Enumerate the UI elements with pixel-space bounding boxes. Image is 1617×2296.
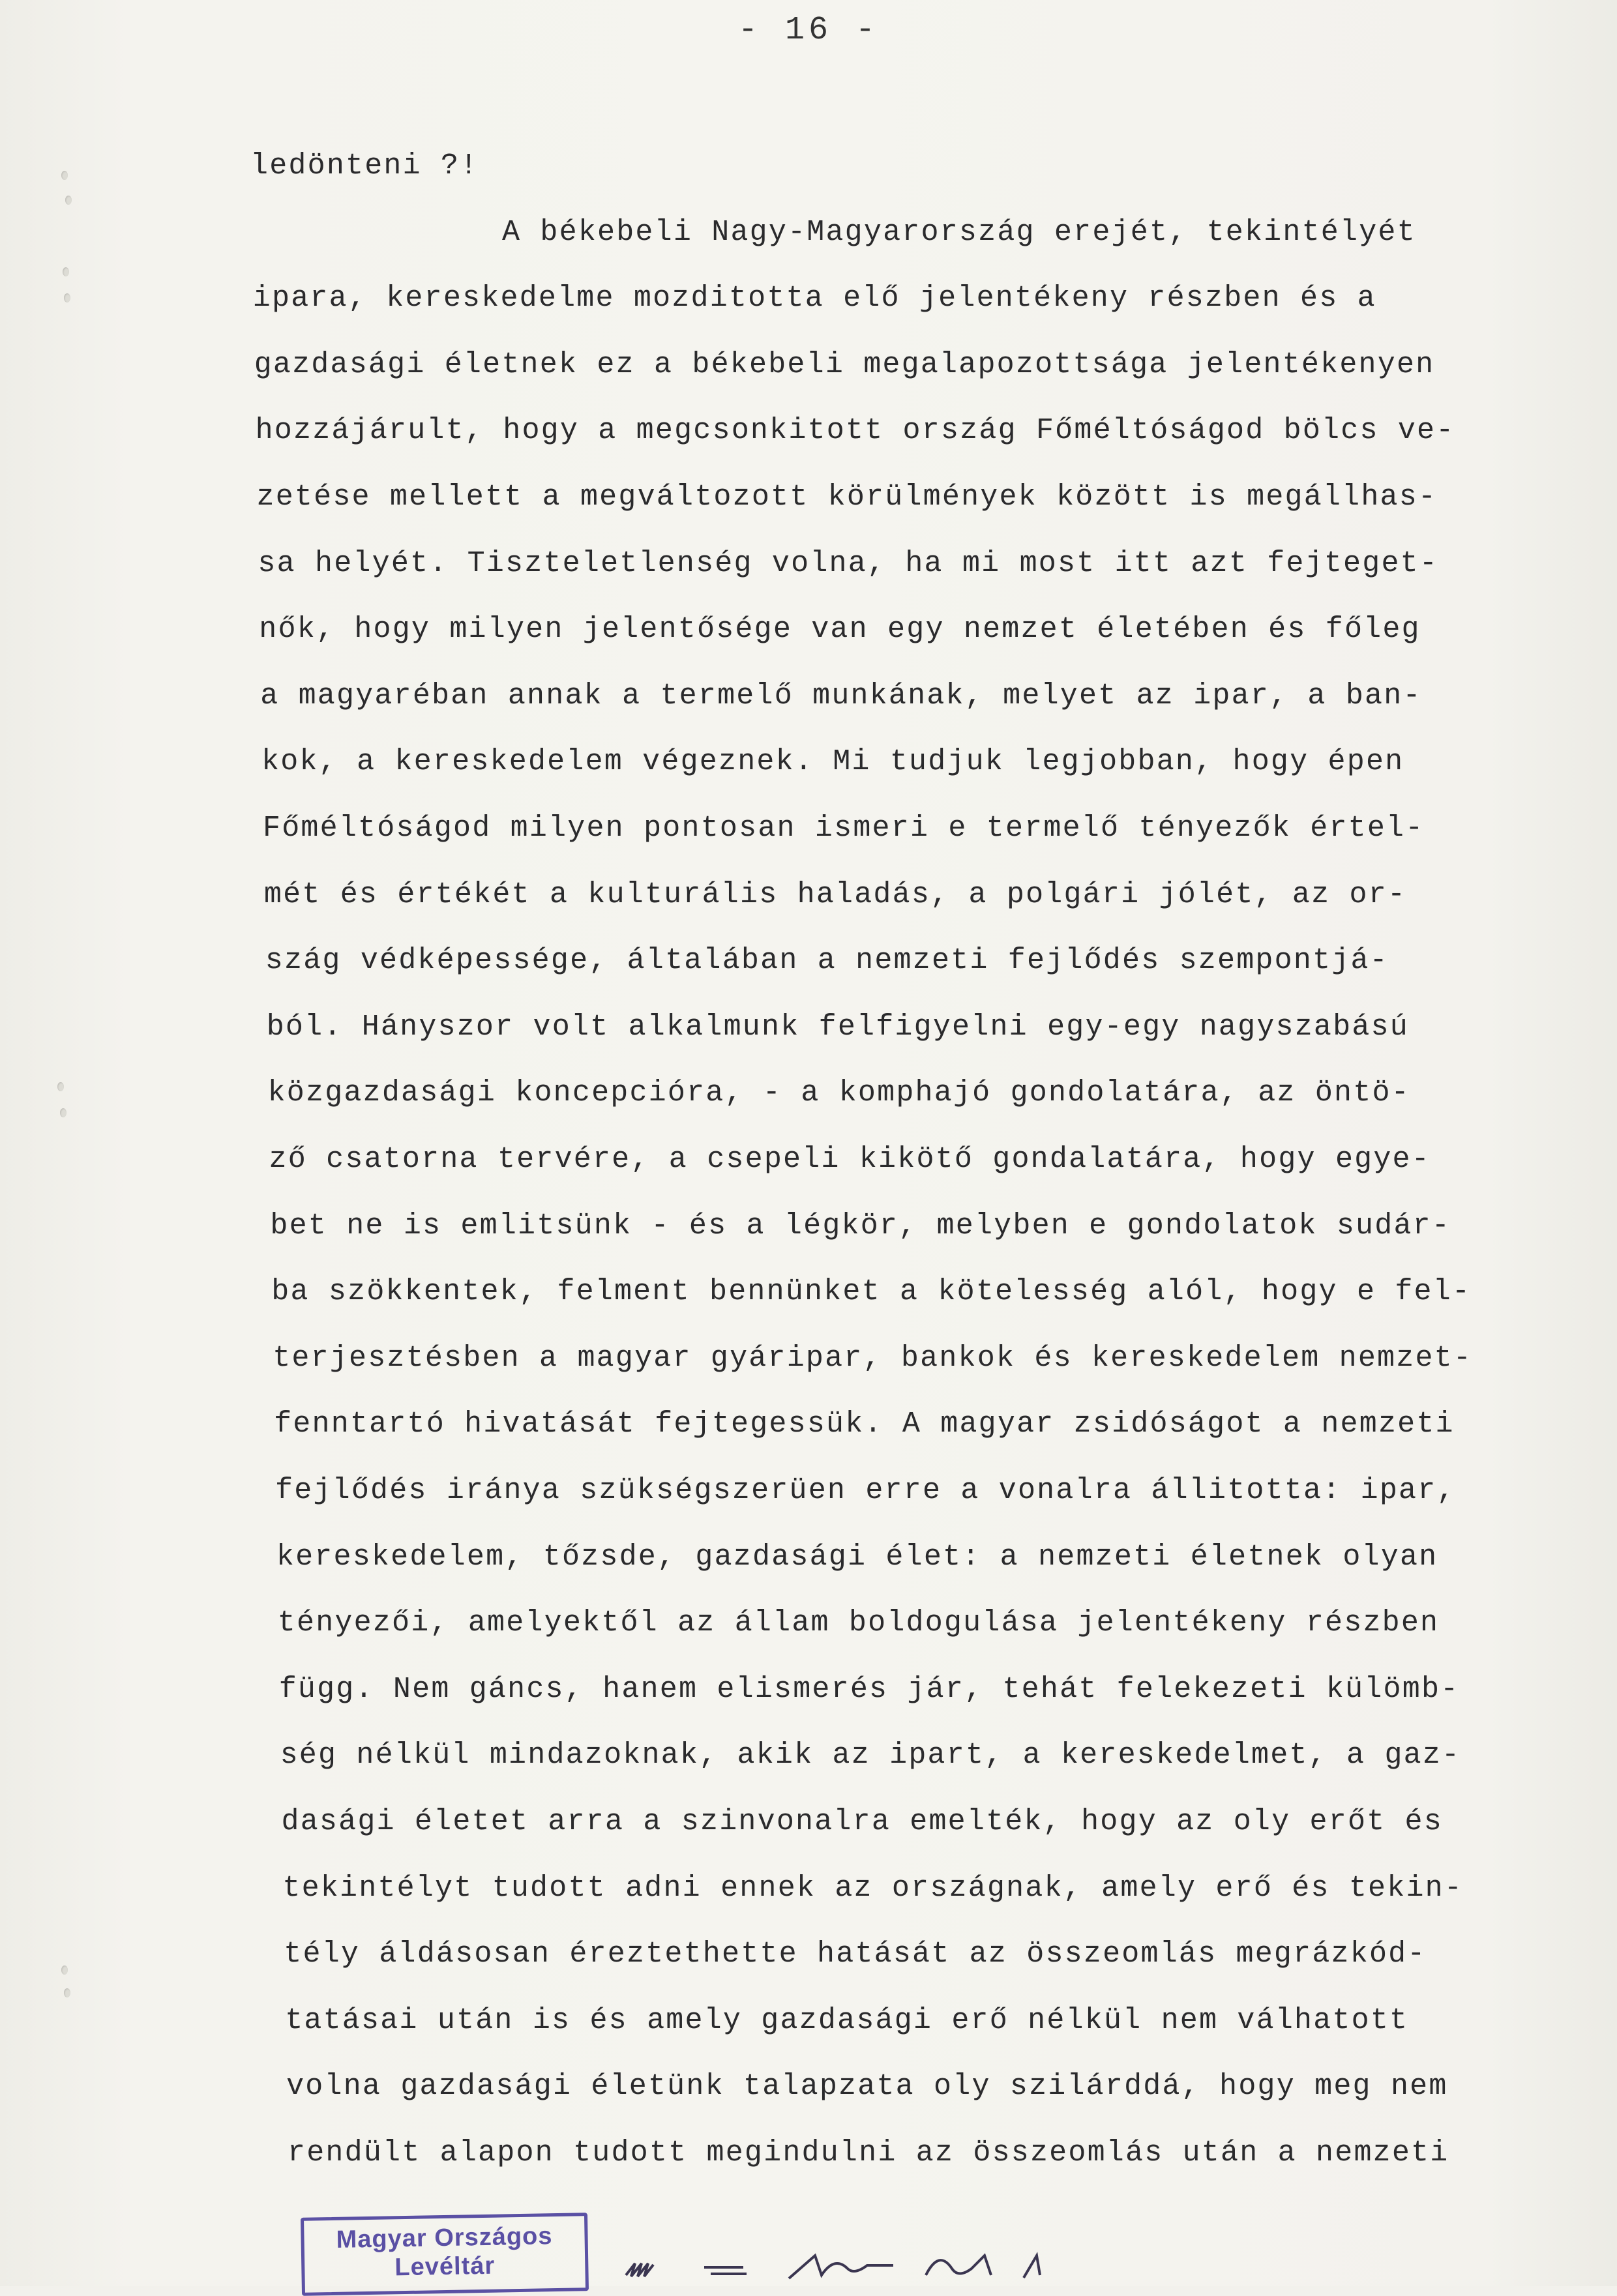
text-line: A békebeli Nagy-Magyarország erejét, tekintélyét xyxy=(502,215,1416,249)
binding-hole xyxy=(61,1965,68,1975)
text-line: tély áldásosan éreztethette hatását az összeomlás megrázkód- xyxy=(284,1937,1427,1971)
text-line: fenntartó hivatását fejtegessük. A magyar zsidóságot a nemzeti xyxy=(274,1407,1455,1441)
text-line: tekintélyt tudott adni ennek az országnak, amely erő és tekin- xyxy=(282,1871,1464,1905)
binding-hole xyxy=(64,1988,70,1997)
text-line: ból. Hányszor volt alkalmunk felfigyelni egy-egy nagyszabású xyxy=(266,1010,1409,1044)
text-line: függ. Nem gáncs, hanem elismerés jár, tehát felekezeti külömb- xyxy=(278,1672,1460,1706)
binding-hole xyxy=(60,1108,67,1117)
text-line: ipara, kereskedelme mozditotta elő jelentékeny részben és a xyxy=(252,282,1376,316)
text-line: kok, a kereskedelem végeznek. Mi tudjuk legjobban, hogy épen xyxy=(261,745,1404,779)
text-line: ba szökkentek, felment bennünket a kötelesség alól, hogy e fel- xyxy=(271,1275,1472,1309)
binding-hole xyxy=(64,293,70,302)
binding-hole xyxy=(57,1082,64,1091)
text-line: közgazdasági koncepcióra, - a komphajó gondolatára, az öntö- xyxy=(267,1076,1410,1110)
text-line: tényezői, amelyektől az állam boldogulása jelentékeny részben xyxy=(277,1606,1440,1640)
text-line: mét és értékét a kulturális haladás, a polgári jólét, az or- xyxy=(263,877,1407,911)
stamp-line-1: Magyar Országos xyxy=(336,2222,553,2254)
text-line: ző csatorna tervére, a csepeli kikötő gondalatára, hogy egye- xyxy=(269,1143,1431,1176)
handwritten-archive-notation xyxy=(619,2249,1180,2286)
text-line: a magyaréban annak a termelő munkának, melyet az ipar, a ban- xyxy=(260,679,1422,713)
page-number: - 16 - xyxy=(737,12,880,49)
text-line: rendült alapon tudott megindulni az összeomlás után a nemzeti xyxy=(288,2136,1449,2170)
text-line: terjesztésben a magyar gyáripar, bankok és kereskedelem nemzet- xyxy=(273,1341,1473,1375)
text-line: hozzájárult, hogy a megcsonkitott ország Főméltóságod bölcs ve- xyxy=(255,414,1455,448)
binding-hole xyxy=(65,196,72,205)
text-line: ledönteni ?! xyxy=(250,149,479,183)
text-line: bet ne is emlitsünk - és a légkör, melyben e gondolatok sudár- xyxy=(270,1209,1451,1243)
text-line: sa helyét. Tiszteletlenség volna, ha mi most itt azt fejteget- xyxy=(258,546,1439,580)
archive-stamp xyxy=(301,2213,589,2296)
text-line: ség nélkül mindazoknak, akik az ipart, a kereskedelmet, a gaz- xyxy=(280,1739,1461,1773)
binding-hole xyxy=(63,267,69,276)
text-line: Főméltóságod milyen pontosan ismeri e termelő tényezők értel- xyxy=(263,812,1425,845)
text-line: tatásai után is és amely gazdasági erő nélkül nem válhatott xyxy=(285,2003,1409,2037)
text-line: fejlődés iránya szükségszerüen erre a vonalra állitotta: ipar, xyxy=(275,1474,1456,1507)
text-line: kereskedelem, tőzsde, gazdasági élet: a nemzeti életnek olyan xyxy=(276,1540,1438,1574)
stamp-line-2: Levéltár xyxy=(394,2252,496,2282)
text-line: zetése mellett a megváltozott körülmények között is megállhas- xyxy=(256,480,1438,514)
text-line: szág védképessége, általában a nemzeti fejlődés szempontjá- xyxy=(265,944,1389,978)
text-line: gazdasági életnek ez a békebeli megalapozottsága jelentékenyen xyxy=(254,347,1435,381)
text-line: volna gazdasági életünk talapzata oly szilárddá, hogy meg nem xyxy=(286,2070,1448,2104)
text-line: nők, hogy milyen jelentősége van egy nemzet életében és főleg xyxy=(259,613,1421,647)
text-line: dasági életet arra a szinvonalra emelték, hogy az oly erőt és xyxy=(281,1805,1443,1838)
binding-hole xyxy=(61,171,68,180)
